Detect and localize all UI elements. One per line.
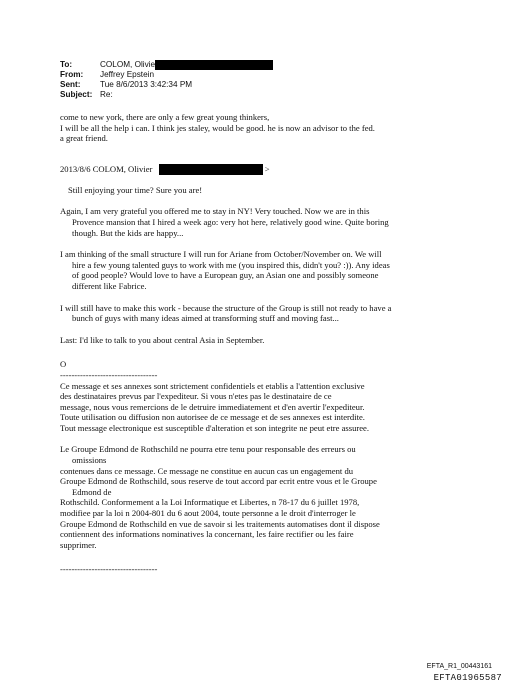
paragraph: [60, 303, 460, 324]
text-line: omissions: [72, 455, 107, 466]
text-line: Again, I am very grateful you offered me to stay in NY! Very touched. Now we are in this: [60, 206, 370, 217]
sent-row: [60, 80, 273, 90]
text-line: Edmond de: [72, 486, 112, 497]
text-line: hire a few young talented guys to work with me (you inspired this, didn't you? :)). Any ideas: [72, 259, 390, 270]
text-line: contiennent des informations nominatives la concernant, les faire rectifier ou les faire: [60, 529, 354, 540]
text-line: contenues dans ce message. Ce message ne constitue en aucun cas un engagement du: [60, 465, 354, 476]
from-value: Jeffrey Epstein: [100, 70, 155, 79]
text-line: Provence mansion that I hired a week ago: very hot here, relatively good wine. Quite boring: [72, 216, 389, 227]
sent-value: Tue 8/6/2013 3:42:34 PM: [100, 80, 193, 89]
to-row: [60, 60, 273, 70]
text-line: bunch of guys with many ideas aimed at transforming stuff and moving fast...: [72, 313, 339, 324]
from-row: [60, 70, 273, 80]
text-line: though. But the kids are happy...: [72, 227, 184, 238]
subject-label: Subject:: [60, 90, 93, 99]
subject-row: [60, 90, 273, 100]
reply-line: a great friend.: [60, 133, 108, 144]
disclaimer-liability: [60, 444, 460, 550]
text-line: modifiee par la loi n 2004-801 du 6 aout 2004, toute personne a le droit d'interroger le: [60, 508, 356, 519]
quote-intro-prefix: 2013/8/6 COLOM, Olivier: [60, 163, 153, 174]
text-line: des destinataires prevus par l'expediteur. Si vous n'etes pas le destinataire de ce: [60, 391, 332, 402]
separator: ----------------------------------: [60, 564, 158, 575]
text-line: I will still have to make this work - because the structure of the Group is still not ready to have a: [60, 302, 392, 313]
separator: ----------------------------------: [60, 369, 158, 380]
text-line: Le Groupe Edmond de Rothschild ne pourra etre tenu pour responsable des erreurs ou: [60, 444, 356, 455]
subject-value: Re:: [100, 90, 113, 99]
to-value: COLOM, Olivie: [100, 60, 156, 69]
text-line: Toute utilisation ou diffusion non autorisee de ce message et de ses annexes est interdite.: [60, 412, 365, 423]
redaction-box: [159, 164, 263, 175]
signature: O: [60, 359, 67, 370]
text-line: Tout message electronique est susceptible d'alteration et son integrite ne peut etre assuree.: [60, 422, 370, 433]
text-line: message, nous vous remercions de le detruire immediatement et d'en avertir l'expediteur.: [60, 401, 365, 412]
reply-line: I will be all the help i can. I think jes staley, would be good. he is now an advisor to the fed.: [60, 122, 375, 133]
email-body: [60, 112, 460, 575]
from-label: From:: [60, 70, 84, 79]
quote-intro: [60, 164, 460, 175]
text-line: Groupe Edmond de Rothschild en vue de savoir si les traitements automatises dont il dispose: [60, 518, 380, 529]
text-line: Rothschild. Conformement a la Loi Informatique et Libertes, n 78-17 du 6 juillet 1978,: [60, 497, 360, 508]
text-line: different like Fabrice.: [72, 280, 147, 291]
sent-label: Sent:: [60, 80, 81, 89]
disclaimer-fr: [60, 381, 460, 434]
doc-ref-large: EFTA01965587: [433, 673, 502, 683]
text-line: supprimer.: [60, 539, 97, 550]
redaction-box: [155, 60, 273, 70]
paragraph: Last: I'd like to talk to you about central Asia in September.: [60, 334, 265, 345]
text-line: Ce message et ses annexes sont strictement confidentiels et etablis a l'attention exclusive: [60, 380, 365, 391]
text-line: I am thinking of the small structure I will run for Ariane from October/November on. We will: [60, 249, 382, 260]
paragraph: [60, 249, 460, 291]
paragraph: [60, 206, 460, 238]
text-line: of good people? Would love to have a European guy, an Asian one and possibly someone: [72, 270, 379, 281]
text-line: Groupe Edmond de Rothschild, sous reserve de tout accord par ecrit entre vous et le Groupe: [60, 476, 377, 487]
paragraph: Still enjoying your time? Sure you are!: [68, 184, 203, 195]
to-label: To:: [60, 60, 73, 69]
doc-ref-small: EFTA_R1_00443161: [426, 663, 492, 670]
quote-intro-suffix: >: [264, 163, 270, 174]
email-header: [60, 60, 273, 100]
reply-line: come to new york, there are only a few great young thinkers,: [60, 112, 270, 122]
